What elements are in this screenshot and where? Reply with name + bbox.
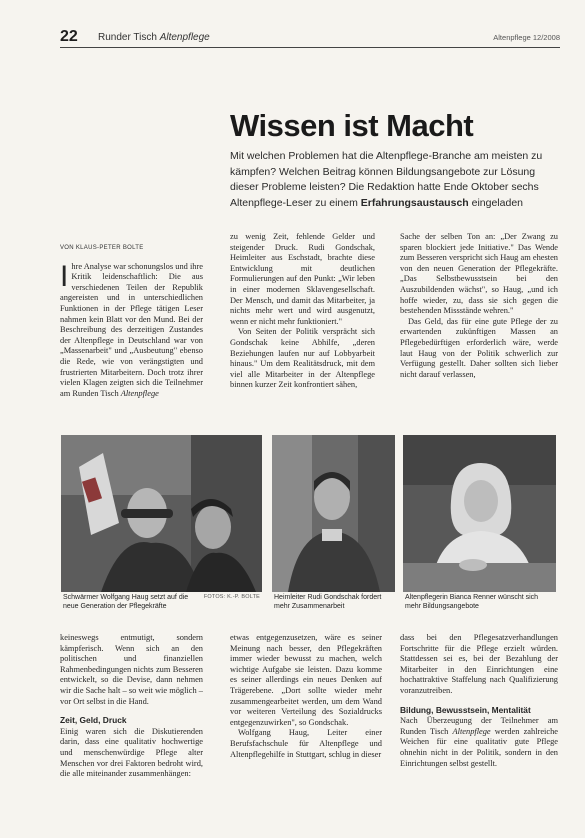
intro-end: eingeladen — [468, 196, 524, 209]
article-intro — [230, 149, 560, 211]
intro-bold: Erfahrungsaustausch — [360, 196, 469, 209]
paragraph: Das Geld, das für eine gute Pflege der zu erwartenden zukünftigen Massen an Pflegebedürftigen erforderlich wäre, werde laut Haug von der Politik schwerlich zur Verfügung gestellt. Daher sollten sich lieber nicht darauf verlassen, — [400, 316, 558, 379]
photo-illustration — [272, 435, 395, 592]
paragraph: Sache der selben Ton an: „Der Zwang zu sparen blockiert jede Initiative." Das Wende zum Besseren verspricht sich Haug am ehesten von den neuen Generation der Pflegekräfte. „Das Selbstbewusstsein bei den Auszubildenden wächst", so Haug, „und ich hoffe wieder, zu, dass sie sich gegen die bestehenden Missstände wehren." — [400, 232, 558, 316]
paragraph: Einig waren sich die Diskutierenden darin, dass eine qualitativ hochwertige und menschenwürdige Pflege alter Menschen vor drei Faktoren bedroht wird, die alle miteinander zusammenhängen: — [60, 726, 203, 779]
drop-cap: I — [60, 259, 69, 293]
text-column-3 — [400, 232, 558, 425]
paragraph: etwas entgegenzusetzen, wäre es seiner Meinung nach besser, den Pflegekräften immer wieder bewusst zu machen, welch wichtige Aufgabe sie leisten. Dazu komme es seiner allerdings ein neues Denken auf Trägerebene. „Dort sollte wieder mehr zusammengearbeitet werden, um dem Wand vor weiteren Verteilung des Sozialdrucks entgegenzuwirken", so Gondschak. — [230, 633, 382, 727]
paragraph: zu wenig Zeit, fehlende Gelder und steigender Druck. Rudi Gondschak, Heimleiter aus Eschstadt, brachte diese Entwicklung mit deutlichen Formulierungen auf den Punkt: „Wir leben in einer modernen Sklavengesellschaft. Der Mensch, und damit das Mitarbeiter, ja nichts mehr wert und wird ausgenutzt, wenn er nicht mehr funktioniert." — [230, 232, 375, 326]
section-italic: Altenpflege — [159, 32, 210, 43]
paragraph-text: Nach Überzeugung der Teilnehmer am Runden Tisch — [400, 716, 558, 736]
photo-woman — [403, 435, 556, 592]
subheading: Bildung, Bewusstsein, Mentalität — [400, 704, 531, 715]
photo-caption-1 — [61, 592, 262, 612]
paragraph-italic: Altenpflege — [452, 726, 491, 736]
intro-text: Mit welchen Problemen hat die Altenpflege-Branche am meisten zu kämpfen? Welchen Beitrag können Bildungsangebote zur Lösung dieser Probleme leisten? Die Redaktion hatte Ende Oktober sechs Altenpflege-Leser zu einem — [230, 150, 543, 209]
byline: VON KLAUS-PETER BOLTE — [60, 245, 144, 251]
photo-illustration — [61, 435, 262, 592]
paragraph — [400, 716, 558, 769]
paragraph-italic: Altenpflege — [120, 388, 159, 398]
paragraph-text: hre Analyse war schonungslos und ihre Kritik leidenschaftlich: Die aus verschiedenen Teilen der Republik angereisten und in unterschiedlichen Funktionen in der Pflege tätigen Leser nahmen kein Blatt vor den Mund. Bei der Beschreibung des derzeitigen Zustandes der Altenpflege in Deutschland war von „Massenarbeit" und „Ausbeutung" ebenso die Rede, wie von verängstigten und frustrierten Mitarbeitern. Doch trotz ihrer vielen Klagen zeigten sich die Teilnehmer am Runden Tisch — [60, 261, 203, 398]
page-header — [60, 28, 560, 48]
photo-credit: FOTOS: K.-P. BOLTE — [203, 594, 260, 600]
article-headline: Wissen ist Macht — [230, 108, 474, 143]
page-number: 22 — [60, 28, 78, 45]
paragraph: keineswegs entmutigt, sondern kämpferisch. Wenn sich an den politischen und finanziellen Rahmenbedingungen nichts zum Besseren entwickelt, so die Devise, dann nehmen wir die Sache halt – so weit wie möglich – vor Ort selbst in die Hand. — [60, 633, 203, 706]
paragraph-text-end: werden zahlreiche Weichen für eine qualitativ gute Pflege ohnehin nicht in der Politik, sondern in den Einrichtungen selbst gestellt. — [400, 726, 558, 768]
paragraph: Wolfgang Haug, Leiter einer Berufsfachschule für Altenpflege und Altenpflegehilfe in Stuttgart, schlug in dieser — [230, 728, 382, 759]
text-column-1 — [60, 243, 203, 425]
paragraph: dass bei den Pflegesatzverhandlungen Fortschritte für die Pflege erzielt würden. Stattdessen sei es, bei der Bezahlung der Mitarbeiter in den Einrichtungen eine hochattraktive Staffelung nach Qualifizierung voranzutreiben. — [400, 633, 558, 695]
issue-label: Altenpflege 12/2008 — [493, 33, 560, 42]
paragraph — [60, 259, 203, 400]
photo-two-people — [61, 435, 262, 592]
caption-text: Schwärmer Wolfgang Haug setzt auf die neue Generation der Pflegekräfte — [63, 594, 189, 610]
photo-man — [272, 435, 395, 592]
section-title — [98, 32, 210, 43]
paragraph: Von Seiten der Politik versprächt sich Gondschak keine Abhilfe, „deren Beziehungen laufen nur auf Lobbyarbeit hinaus." Um dem Realitätsdruck, mit dem viel alle Mitarbeiter in der Altenpflege binnen kurzer Zeit konfrontiert sähen, — [230, 327, 375, 390]
text-column-5 — [230, 633, 382, 813]
photo-caption-2: Heimleiter Rudi Gondschak fordert mehr Zusammenarbeit — [272, 592, 395, 612]
text-column-4 — [60, 633, 203, 813]
photo-illustration — [403, 435, 556, 592]
subheading: Zeit, Geld, Druck — [60, 715, 127, 726]
text-column-6 — [400, 633, 558, 813]
text-column-2 — [230, 232, 375, 425]
section-prefix: Runder Tisch — [98, 32, 160, 43]
photo-caption-3: Altenpflegerin Bianca Renner wünscht sich mehr Bildungsangebote — [403, 592, 556, 612]
